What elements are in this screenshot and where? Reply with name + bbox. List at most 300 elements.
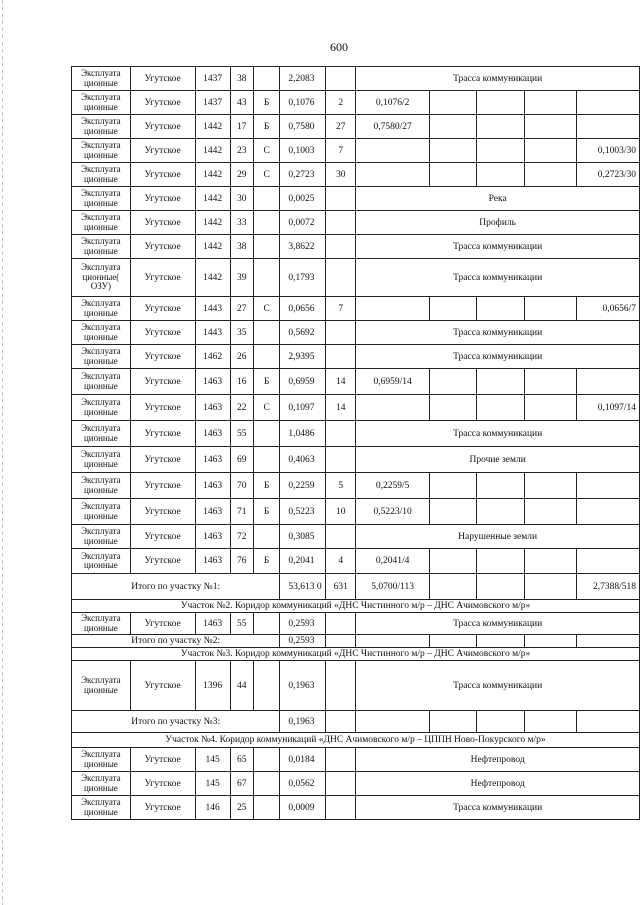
total-cell-c6 <box>577 711 640 733</box>
forestry-cell: Угутское <box>130 473 195 499</box>
table-row <box>72 549 640 574</box>
category-cell: Эксплуата ционные( ОЗУ) <box>72 259 131 297</box>
land-plots-table <box>71 66 640 820</box>
plot-number-cell: 67 <box>230 772 253 796</box>
value-cell-c4 <box>477 549 525 574</box>
area-cell: 0,0009 <box>280 796 326 820</box>
count-cell: 27 <box>326 115 356 139</box>
area-cell: 0,2593 <box>280 613 326 635</box>
forestry-cell: Угутское <box>130 661 195 711</box>
area-cell: 3,8622 <box>280 235 326 259</box>
area-cell: 0,4063 <box>280 447 326 473</box>
value-cell-c3 <box>429 163 476 187</box>
quarter-cell: 1463 <box>195 525 230 549</box>
quarter-cell: 1443 <box>195 297 230 321</box>
table-row <box>72 772 640 796</box>
area-cell: 0,0562 <box>280 772 326 796</box>
table-row <box>72 796 640 820</box>
category-letter-cell <box>253 796 280 820</box>
forestry-cell: Угутское <box>130 748 195 772</box>
forestry-cell: Угутское <box>130 139 195 163</box>
category-cell: Эксплуата ционные <box>72 796 131 820</box>
land-type-cell: Трасса коммуникации <box>356 235 640 259</box>
value-cell-c4 <box>477 115 525 139</box>
plot-number-cell: 39 <box>230 259 253 297</box>
category-cell: Эксплуата ционные <box>72 499 131 525</box>
category-cell: Эксплуата ционные <box>72 211 131 235</box>
quarter-cell: 145 <box>195 748 230 772</box>
value-cell-c5 <box>525 163 577 187</box>
forestry-cell: Угутское <box>130 369 195 395</box>
table-row <box>72 613 640 635</box>
area-cell: 0,6959 <box>280 369 326 395</box>
land-type-cell: Трасса коммуникации <box>356 613 640 635</box>
total-cell-c3 <box>429 574 476 600</box>
section-header-row <box>72 600 640 613</box>
value-cell-c6 <box>577 549 640 574</box>
quarter-cell: 1443 <box>195 321 230 345</box>
value-cell-c6: 0,0656/7 <box>577 297 640 321</box>
volume-cell: 0,7580/27 <box>356 115 430 139</box>
table-row <box>72 235 640 259</box>
forestry-cell: Угутское <box>130 395 195 421</box>
category-cell: Эксплуата ционные <box>72 321 131 345</box>
spacer-cell <box>326 235 356 259</box>
quarter-cell: 1463 <box>195 395 230 421</box>
category-letter-cell: Б <box>253 499 280 525</box>
table-row <box>72 369 640 395</box>
table-row <box>72 447 640 473</box>
total-cell-c5 <box>525 711 577 733</box>
category-cell: Эксплуата ционные <box>72 297 131 321</box>
area-cell: 1,0486 <box>280 421 326 447</box>
area-cell: 0,0184 <box>280 748 326 772</box>
value-cell-c3 <box>429 369 476 395</box>
quarter-cell: 1442 <box>195 235 230 259</box>
value-cell-c3 <box>429 297 476 321</box>
quarter-cell: 1396 <box>195 661 230 711</box>
plot-number-cell: 65 <box>230 748 253 772</box>
value-cell-c5 <box>525 369 577 395</box>
category-cell: Эксплуата ционные <box>72 67 131 91</box>
total-cell-c6 <box>577 635 640 648</box>
value-cell-c6: 0,2723/30 <box>577 163 640 187</box>
table-row <box>72 321 640 345</box>
category-letter-cell <box>253 525 280 549</box>
value-cell-c3 <box>429 91 476 115</box>
value-cell-c6 <box>577 473 640 499</box>
plot-number-cell: 70 <box>230 473 253 499</box>
area-cell: 0,1963 <box>280 661 326 711</box>
quarter-cell: 1437 <box>195 91 230 115</box>
value-cell-c3 <box>429 395 476 421</box>
plot-number-cell: 29 <box>230 163 253 187</box>
page-number: 600 <box>330 40 348 54</box>
value-cell-c6 <box>577 499 640 525</box>
area-cell: 0,2259 <box>280 473 326 499</box>
category-cell: Эксплуата ционные <box>72 139 131 163</box>
category-cell: Эксплуата ционные <box>72 661 131 711</box>
category-letter-cell: Б <box>253 549 280 574</box>
land-type-cell: Нефтепровод <box>356 748 640 772</box>
land-type-cell: Трасса коммуникации <box>356 796 640 820</box>
quarter-cell: 1442 <box>195 187 230 211</box>
total-cell-c3 <box>429 711 476 733</box>
category-letter-cell <box>253 661 280 711</box>
total-label: Итого по участку №2: <box>72 635 280 648</box>
quarter-cell: 1442 <box>195 115 230 139</box>
count-cell: 5 <box>326 473 356 499</box>
category-letter-cell: С <box>253 139 280 163</box>
table-row <box>72 748 640 772</box>
value-cell-c3 <box>429 139 476 163</box>
spacer-cell <box>326 613 356 635</box>
value-cell-c6 <box>577 115 640 139</box>
forestry-cell: Угутское <box>130 67 195 91</box>
area-cell: 0,5692 <box>280 321 326 345</box>
volume-cell: 0,6959/14 <box>356 369 430 395</box>
value-cell-c4 <box>477 163 525 187</box>
category-cell: Эксплуата ционные <box>72 369 131 395</box>
plot-number-cell: 30 <box>230 187 253 211</box>
area-cell: 0,1076 <box>280 91 326 115</box>
category-letter-cell <box>253 421 280 447</box>
area-cell: 0,2041 <box>280 549 326 574</box>
value-cell-c4 <box>477 395 525 421</box>
forestry-cell: Угутское <box>130 421 195 447</box>
quarter-cell: 1442 <box>195 163 230 187</box>
category-cell: Эксплуата ционные <box>72 447 131 473</box>
category-letter-cell <box>253 321 280 345</box>
total-cell-c2 <box>356 711 430 733</box>
total-cell-c6: 2,7388/518 <box>577 574 640 600</box>
category-letter-cell <box>253 345 280 369</box>
plot-number-cell: 43 <box>230 91 253 115</box>
quarter-cell: 146 <box>195 796 230 820</box>
plot-number-cell: 33 <box>230 211 253 235</box>
plot-number-cell: 23 <box>230 139 253 163</box>
table-row <box>72 259 640 297</box>
volume-cell: 0,2259/5 <box>356 473 430 499</box>
quarter-cell: 145 <box>195 772 230 796</box>
category-letter-cell: Б <box>253 115 280 139</box>
category-cell: Эксплуата ционные <box>72 473 131 499</box>
value-cell-c4 <box>477 473 525 499</box>
area-cell: 0,0072 <box>280 211 326 235</box>
count-cell: 14 <box>326 395 356 421</box>
category-cell: Эксплуата ционные <box>72 395 131 421</box>
land-type-cell: Трасса коммуникации <box>356 345 640 369</box>
table-row <box>72 115 640 139</box>
forestry-cell: Угутское <box>130 796 195 820</box>
total-cell-c2 <box>356 635 430 648</box>
area-cell: 0,7580 <box>280 115 326 139</box>
section-title: Участок №4. Коридор коммуникаций «ДНС Ачимовского м/р – ЦППН Ново-Покурского м/р» <box>72 733 640 748</box>
value-cell-c6 <box>577 369 640 395</box>
volume-cell <box>356 163 430 187</box>
forestry-cell: Угутское <box>130 499 195 525</box>
table-row <box>72 395 640 421</box>
forestry-cell: Угутское <box>130 259 195 297</box>
category-letter-cell <box>253 259 280 297</box>
value-cell-c4 <box>477 91 525 115</box>
value-cell-c5 <box>525 499 577 525</box>
category-cell: Эксплуата ционные <box>72 421 131 447</box>
table-row <box>72 163 640 187</box>
total-label: Итого по участку №1: <box>72 574 280 600</box>
area-cell: 0,1793 <box>280 259 326 297</box>
table-row <box>72 139 640 163</box>
value-cell-c5 <box>525 139 577 163</box>
count-cell: 30 <box>326 163 356 187</box>
value-cell-c5 <box>525 115 577 139</box>
quarter-cell: 1442 <box>195 211 230 235</box>
quarter-cell: 1463 <box>195 369 230 395</box>
count-cell: 4 <box>326 549 356 574</box>
plot-number-cell: 22 <box>230 395 253 421</box>
category-cell: Эксплуата ционные <box>72 163 131 187</box>
category-cell: Эксплуата ционные <box>72 748 131 772</box>
value-cell-c4 <box>477 297 525 321</box>
value-cell-c5 <box>525 549 577 574</box>
value-cell-c6: 0,1097/14 <box>577 395 640 421</box>
spacer-cell <box>326 525 356 549</box>
area-cell: 0,0656 <box>280 297 326 321</box>
forestry-cell: Угутское <box>130 345 195 369</box>
spacer-cell <box>326 259 356 297</box>
land-type-cell: Нефтепровод <box>356 772 640 796</box>
land-type-cell: Трасса коммуникации <box>356 67 640 91</box>
category-letter-cell <box>253 67 280 91</box>
volume-cell <box>356 395 430 421</box>
plot-number-cell: 35 <box>230 321 253 345</box>
category-letter-cell <box>253 447 280 473</box>
value-cell-c3 <box>429 549 476 574</box>
total-cell-c5 <box>525 635 577 648</box>
total-cell-c1 <box>326 711 356 733</box>
table-row <box>72 67 640 91</box>
total-cell-c4 <box>477 711 525 733</box>
land-type-cell: Трасса коммуникации <box>356 421 640 447</box>
plot-number-cell: 44 <box>230 661 253 711</box>
area-cell: 2,2083 <box>280 67 326 91</box>
forestry-cell: Угутское <box>130 447 195 473</box>
section-header-row <box>72 733 640 748</box>
value-cell-c6: 0,1003/30 <box>577 139 640 163</box>
land-type-cell: Река <box>356 187 640 211</box>
value-cell-c3 <box>429 473 476 499</box>
plot-number-cell: 69 <box>230 447 253 473</box>
plot-number-cell: 27 <box>230 297 253 321</box>
binding-edge <box>2 0 3 905</box>
spacer-cell <box>326 67 356 91</box>
forestry-cell: Угутское <box>130 297 195 321</box>
forestry-cell: Угутское <box>130 549 195 574</box>
plot-number-cell: 55 <box>230 613 253 635</box>
total-label: Итого по участку №3: <box>72 711 280 733</box>
spacer-cell <box>326 748 356 772</box>
quarter-cell: 1463 <box>195 549 230 574</box>
land-type-cell: Профиль <box>356 211 640 235</box>
section-title: Участок №3. Коридор коммуникаций «ДНС Чистинного м/р – ДНС Ачимовского м/р» <box>72 648 640 661</box>
forestry-cell: Угутское <box>130 91 195 115</box>
total-area: 0,2593 <box>280 635 326 648</box>
category-letter-cell <box>253 235 280 259</box>
category-letter-cell <box>253 187 280 211</box>
category-letter-cell <box>253 748 280 772</box>
spacer-cell <box>326 796 356 820</box>
spacer-cell <box>326 321 356 345</box>
total-row <box>72 711 640 733</box>
spacer-cell <box>326 447 356 473</box>
volume-cell <box>356 139 430 163</box>
quarter-cell: 1463 <box>195 473 230 499</box>
spacer-cell <box>326 211 356 235</box>
total-row <box>72 574 640 600</box>
volume-cell: 0,2041/4 <box>356 549 430 574</box>
forestry-cell: Угутское <box>130 115 195 139</box>
category-cell: Эксплуата ционные <box>72 613 131 635</box>
category-letter-cell <box>253 772 280 796</box>
quarter-cell: 1437 <box>195 67 230 91</box>
value-cell-c5 <box>525 473 577 499</box>
quarter-cell: 1463 <box>195 421 230 447</box>
plot-number-cell: 38 <box>230 235 253 259</box>
volume-cell: 0,5223/10 <box>356 499 430 525</box>
plot-number-cell: 55 <box>230 421 253 447</box>
table-row <box>72 661 640 711</box>
land-type-cell: Прочие земли <box>356 447 640 473</box>
quarter-cell: 1463 <box>195 499 230 525</box>
value-cell-c5 <box>525 91 577 115</box>
category-letter-cell <box>253 613 280 635</box>
forestry-cell: Угутское <box>130 211 195 235</box>
table-row <box>72 297 640 321</box>
count-cell: 10 <box>326 499 356 525</box>
forestry-cell: Угутское <box>130 235 195 259</box>
spacer-cell <box>326 345 356 369</box>
spacer-cell <box>326 187 356 211</box>
total-area: 53,613 0 <box>280 574 326 600</box>
plot-number-cell: 26 <box>230 345 253 369</box>
value-cell-c4 <box>477 139 525 163</box>
total-area: 0,1963 <box>280 711 326 733</box>
spacer-cell <box>326 661 356 711</box>
plot-number-cell: 38 <box>230 67 253 91</box>
value-cell-c5 <box>525 395 577 421</box>
category-letter-cell: Б <box>253 473 280 499</box>
value-cell-c6 <box>577 91 640 115</box>
category-letter-cell: С <box>253 395 280 421</box>
count-cell: 7 <box>326 297 356 321</box>
forestry-cell: Угутское <box>130 613 195 635</box>
land-type-cell: Трасса коммуникации <box>356 661 640 711</box>
area-cell: 0,1097 <box>280 395 326 421</box>
spacer-cell <box>326 772 356 796</box>
total-cell-c2: 5,0700/113 <box>356 574 430 600</box>
table-row <box>72 211 640 235</box>
plot-number-cell: 76 <box>230 549 253 574</box>
quarter-cell: 1442 <box>195 139 230 163</box>
table-row <box>72 345 640 369</box>
section-header-row <box>72 648 640 661</box>
value-cell-c4 <box>477 499 525 525</box>
forestry-cell: Угутское <box>130 525 195 549</box>
table-row <box>72 421 640 447</box>
plot-number-cell: 25 <box>230 796 253 820</box>
quarter-cell: 1442 <box>195 259 230 297</box>
total-cell-c4 <box>477 574 525 600</box>
section-title: Участок №2. Коридор коммуникаций «ДНС Чистинного м/р – ДНС Ачимовского м/р» <box>72 600 640 613</box>
forestry-cell: Угутское <box>130 187 195 211</box>
forestry-cell: Угутское <box>130 772 195 796</box>
table-row <box>72 525 640 549</box>
area-cell: 2,9395 <box>280 345 326 369</box>
value-cell-c5 <box>525 297 577 321</box>
area-cell: 0,3085 <box>280 525 326 549</box>
total-row <box>72 635 640 648</box>
area-cell: 0,1003 <box>280 139 326 163</box>
spacer-cell <box>326 421 356 447</box>
total-cell-c1 <box>326 635 356 648</box>
volume-cell <box>356 297 430 321</box>
total-cell-c5 <box>525 574 577 600</box>
area-cell: 0,0025 <box>280 187 326 211</box>
count-cell: 14 <box>326 369 356 395</box>
total-cell-c4 <box>477 635 525 648</box>
plot-number-cell: 17 <box>230 115 253 139</box>
category-letter-cell: С <box>253 163 280 187</box>
land-type-cell: Трасса коммуникации <box>356 321 640 345</box>
category-cell: Эксплуата ционные <box>72 345 131 369</box>
count-cell: 2 <box>326 91 356 115</box>
table-row <box>72 187 640 211</box>
category-letter-cell: Б <box>253 91 280 115</box>
category-letter-cell: Б <box>253 369 280 395</box>
forestry-cell: Угутское <box>130 321 195 345</box>
table-row <box>72 473 640 499</box>
area-cell: 0,2723 <box>280 163 326 187</box>
total-cell-c1: 631 <box>326 574 356 600</box>
category-cell: Эксплуата ционные <box>72 91 131 115</box>
land-type-cell: Трасса коммуникации <box>356 259 640 297</box>
total-cell-c3 <box>429 635 476 648</box>
count-cell: 7 <box>326 139 356 163</box>
plot-number-cell: 16 <box>230 369 253 395</box>
category-cell: Эксплуата ционные <box>72 115 131 139</box>
category-cell: Эксплуата ционные <box>72 525 131 549</box>
category-letter-cell <box>253 211 280 235</box>
area-cell: 0,5223 <box>280 499 326 525</box>
category-cell: Эксплуата ционные <box>72 772 131 796</box>
value-cell-c3 <box>429 115 476 139</box>
plot-number-cell: 72 <box>230 525 253 549</box>
category-cell: Эксплуата ционные <box>72 549 131 574</box>
table-row <box>72 91 640 115</box>
value-cell-c3 <box>429 499 476 525</box>
category-cell: Эксплуата ционные <box>72 235 131 259</box>
category-cell: Эксплуата ционные <box>72 187 131 211</box>
value-cell-c4 <box>477 369 525 395</box>
forestry-cell: Угутское <box>130 163 195 187</box>
category-letter-cell: С <box>253 297 280 321</box>
plot-number-cell: 71 <box>230 499 253 525</box>
quarter-cell: 1462 <box>195 345 230 369</box>
volume-cell: 0,1076/2 <box>356 91 430 115</box>
quarter-cell: 1463 <box>195 613 230 635</box>
quarter-cell: 1463 <box>195 447 230 473</box>
table-row <box>72 499 640 525</box>
